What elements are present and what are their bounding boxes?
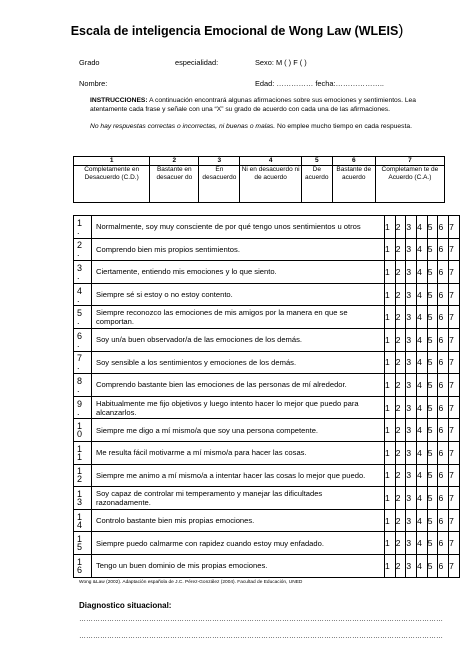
response-option[interactable]: 1 (385, 374, 396, 397)
response-option[interactable]: 3 (406, 532, 417, 555)
item-number (74, 351, 92, 374)
questionnaire-table (73, 215, 460, 578)
item-number-bottom: . (77, 406, 80, 417)
item-number (74, 487, 92, 510)
response-option[interactable]: 1 (385, 238, 396, 261)
response-option[interactable]: 7 (449, 216, 460, 239)
response-option[interactable]: 4 (417, 283, 428, 306)
nombre-label: Nombre: (79, 79, 108, 88)
response-option[interactable]: 5 (427, 306, 438, 329)
response-option[interactable]: 4 (417, 532, 428, 555)
response-option[interactable]: 6 (438, 419, 449, 442)
item-number-bottom: 5 (77, 542, 83, 553)
response-option[interactable]: 6 (438, 216, 449, 239)
response-option[interactable]: 1 (385, 328, 396, 351)
item-number-bottom: . (77, 248, 80, 259)
citation: Wong &Law (2002). Adaptación española de J.C. Pérez-González (2004). Facultad de Educación, UNED (79, 580, 303, 585)
response-option[interactable]: 7 (449, 532, 460, 555)
response-option[interactable]: 2 (395, 464, 406, 487)
item-statement: Normalmente, soy muy consciente de por qué tengo unos sentimientos u otros (92, 216, 377, 239)
response-option[interactable]: 7 (449, 306, 460, 329)
response-option[interactable]: 6 (438, 532, 449, 555)
response-option[interactable]: 2 (395, 396, 406, 419)
response-option[interactable]: 1 (385, 419, 396, 442)
response-option[interactable]: 1 (385, 283, 396, 306)
scale-description: Bastante en desacuer do (150, 166, 199, 203)
item-number (74, 261, 92, 284)
item-number (74, 554, 92, 577)
response-option[interactable]: 3 (406, 306, 417, 329)
response-option[interactable]: 2 (395, 261, 406, 284)
response-option[interactable]: 7 (449, 238, 460, 261)
item-number (74, 396, 92, 419)
scale-description: Ni en desacuerdo ni de acuerdo (240, 166, 302, 203)
table-row (74, 396, 460, 419)
response-option[interactable]: 1 (385, 487, 396, 510)
response-option[interactable]: 4 (417, 374, 428, 397)
scale-number: 7 (375, 157, 444, 166)
item-statement: Tengo un buen dominio de mis propias emociones. (92, 554, 377, 577)
scale-number: 5 (301, 157, 332, 166)
scale-description: Completamente en Desacuerdo (C.D.) (74, 166, 150, 203)
response-option[interactable]: 3 (406, 283, 417, 306)
scale-number: 1 (74, 157, 150, 166)
response-option[interactable]: 6 (438, 261, 449, 284)
response-option[interactable]: 2 (395, 306, 406, 329)
item-statement: Comprendo bastante bien las emociones de las personas de mí alrededor. (92, 374, 377, 397)
item-statement: Me resulta fácil motivarme a mí mismo/a para hacer las cosas. (92, 441, 377, 464)
sexo-label: Sexo: M ( ) F ( ) (255, 58, 307, 67)
response-option[interactable]: 7 (449, 419, 460, 442)
especialidad-label: especialidad: (175, 58, 219, 67)
response-option[interactable]: 3 (406, 238, 417, 261)
response-option[interactable]: 1 (385, 396, 396, 419)
response-option[interactable]: 7 (449, 351, 460, 374)
item-number-bottom: 0 (77, 429, 83, 440)
item-number-top: 1 (77, 421, 83, 432)
item-gap (376, 328, 385, 351)
item-gap (376, 283, 385, 306)
table-row (74, 419, 460, 442)
response-option[interactable]: 2 (395, 216, 406, 239)
response-option[interactable]: 2 (395, 238, 406, 261)
response-option[interactable]: 3 (406, 509, 417, 532)
item-gap (376, 554, 385, 577)
response-option[interactable]: 4 (417, 441, 428, 464)
grado-label: Grado (79, 58, 100, 67)
response-option[interactable]: 3 (406, 261, 417, 284)
response-option[interactable]: 4 (417, 261, 428, 284)
item-gap (376, 441, 385, 464)
response-option[interactable]: 7 (449, 487, 460, 510)
item-gap (376, 374, 385, 397)
item-number (74, 419, 92, 442)
response-option[interactable]: 2 (395, 328, 406, 351)
response-option[interactable]: 2 (395, 554, 406, 577)
item-number-top: 1 (77, 511, 83, 522)
response-option[interactable]: 5 (427, 509, 438, 532)
item-statement: Soy sensible a los sentimientos y emociones de los demás. (92, 351, 377, 374)
response-option[interactable]: 4 (417, 216, 428, 239)
response-option[interactable]: 7 (449, 464, 460, 487)
answer-line-2[interactable]: ………………………………………………………………………………………………………………………………………… (79, 633, 443, 640)
item-number-bottom: . (77, 225, 80, 236)
response-option[interactable]: 1 (385, 351, 396, 374)
item-number-top: 8 (77, 375, 83, 386)
item-number (74, 328, 92, 351)
item-gap (376, 396, 385, 419)
instructions (90, 96, 440, 114)
table-row (74, 532, 460, 555)
item-number-bottom: . (77, 338, 80, 349)
response-option[interactable]: 6 (438, 238, 449, 261)
item-statement: Soy capaz de controlar mi temperamento y manejar las dificultades razonadamente. (92, 487, 377, 510)
item-number-bottom: . (77, 316, 80, 327)
response-option[interactable]: 5 (427, 238, 438, 261)
response-option[interactable]: 6 (438, 509, 449, 532)
response-option[interactable]: 7 (449, 441, 460, 464)
answer-line-1[interactable]: ………………………………………………………………………………………………………………………………………… (79, 616, 443, 623)
instructions-italic: No hay respuestas correctas o incorrectas, ni buenas o malas. (90, 123, 276, 130)
item-gap (376, 487, 385, 510)
response-option[interactable]: 7 (449, 396, 460, 419)
item-number (74, 238, 92, 261)
response-option[interactable]: 1 (385, 306, 396, 329)
item-number-top: 9 (77, 398, 83, 409)
item-statement: Soy un/a buen observador/a de las emociones de los demás. (92, 328, 377, 351)
scale-description: Completamen te de Acuerdo (C.A.) (375, 166, 444, 203)
response-option[interactable]: 6 (438, 441, 449, 464)
item-gap (376, 306, 385, 329)
item-number-bottom: 6 (77, 564, 83, 575)
page-title: Escala de inteligencia Emocional de Wong Law (WLEIS) (70, 22, 404, 39)
response-option[interactable]: 7 (449, 374, 460, 397)
table-row (74, 554, 460, 577)
table-row (74, 509, 460, 532)
item-number-bottom: . (77, 293, 80, 304)
response-option[interactable]: 4 (417, 238, 428, 261)
item-number (74, 532, 92, 555)
item-number-top: 1 (77, 534, 83, 545)
table-row (74, 374, 460, 397)
item-number-top: 3 (77, 262, 83, 273)
response-option[interactable]: 5 (427, 464, 438, 487)
diagnostico-heading: Diagnostico situacional: (79, 601, 172, 610)
response-option[interactable]: 2 (395, 419, 406, 442)
item-gap (376, 419, 385, 442)
scale-description: De acuerdo (301, 166, 332, 203)
item-number (74, 306, 92, 329)
response-option[interactable]: 7 (449, 328, 460, 351)
item-number-top: 6 (77, 330, 83, 341)
response-option[interactable]: 6 (438, 464, 449, 487)
response-option[interactable]: 3 (406, 464, 417, 487)
item-number-top: 1 (77, 443, 83, 454)
item-number-top: 1 (77, 217, 83, 228)
response-option[interactable]: 5 (427, 487, 438, 510)
item-number-bottom: 3 (77, 496, 83, 507)
scale-number: 6 (332, 157, 375, 166)
response-option[interactable]: 1 (385, 464, 396, 487)
item-gap (376, 351, 385, 374)
response-option[interactable]: 4 (417, 509, 428, 532)
item-number-bottom: 2 (77, 474, 83, 485)
response-scale-legend (73, 156, 445, 203)
table-row (74, 238, 460, 261)
response-option[interactable]: 7 (449, 261, 460, 284)
item-number-top: 1 (77, 466, 83, 477)
response-option[interactable]: 5 (427, 554, 438, 577)
item-gap (376, 464, 385, 487)
item-number-top: 1 (77, 556, 83, 567)
response-option[interactable]: 3 (406, 419, 417, 442)
item-number-top: 5 (77, 308, 83, 319)
response-option[interactable]: 3 (406, 328, 417, 351)
response-option[interactable]: 1 (385, 554, 396, 577)
scale-description: Bastante de acuerdo (332, 166, 375, 203)
table-row (74, 306, 460, 329)
item-number (74, 283, 92, 306)
response-option[interactable]: 3 (406, 487, 417, 510)
response-option[interactable]: 1 (385, 509, 396, 532)
response-option[interactable]: 5 (427, 351, 438, 374)
item-number-top: 4 (77, 285, 83, 296)
response-option[interactable]: 2 (395, 283, 406, 306)
response-option[interactable]: 6 (438, 374, 449, 397)
item-statement: Siempre sé si estoy o no estoy contento. (92, 283, 377, 306)
item-number-bottom: . (77, 361, 80, 372)
item-number-top: 7 (77, 353, 83, 364)
response-option[interactable]: 4 (417, 554, 428, 577)
response-option[interactable]: 2 (395, 487, 406, 510)
item-statement: Siempre reconozco las emociones de mis amigos por la manera en que se comportan. (92, 306, 377, 329)
response-option[interactable]: 6 (438, 351, 449, 374)
response-option[interactable]: 3 (406, 216, 417, 239)
scale-number: 3 (199, 157, 240, 166)
response-option[interactable]: 6 (438, 487, 449, 510)
response-option[interactable]: 6 (438, 554, 449, 577)
response-option[interactable]: 6 (438, 283, 449, 306)
item-number-bottom: 4 (77, 519, 83, 530)
response-option[interactable]: 1 (385, 441, 396, 464)
table-row (74, 487, 460, 510)
response-option[interactable]: 4 (417, 306, 428, 329)
response-option[interactable]: 3 (406, 554, 417, 577)
item-statement: Siempre puedo calmarme con rapidez cuando estoy muy enfadado. (92, 532, 377, 555)
response-option[interactable]: 6 (438, 396, 449, 419)
response-option[interactable]: 3 (406, 396, 417, 419)
response-option[interactable]: 5 (427, 396, 438, 419)
response-option[interactable]: 2 (395, 441, 406, 464)
response-option[interactable]: 2 (395, 374, 406, 397)
scale-number: 4 (240, 157, 302, 166)
table-row (74, 261, 460, 284)
response-option[interactable]: 5 (427, 441, 438, 464)
response-option[interactable]: 5 (427, 261, 438, 284)
table-row (74, 351, 460, 374)
item-number (74, 509, 92, 532)
table-row (74, 283, 460, 306)
response-option[interactable]: 7 (449, 554, 460, 577)
response-option[interactable]: 4 (417, 464, 428, 487)
instructions-time: No emplee mucho tiempo en cada respuesta. (275, 123, 412, 130)
item-gap (376, 238, 385, 261)
item-statement: Comprendo bien mis propios sentimientos. (92, 238, 377, 261)
response-option[interactable]: 5 (427, 374, 438, 397)
response-option[interactable]: 2 (395, 509, 406, 532)
item-number-bottom: . (77, 383, 80, 394)
scale-number: 2 (150, 157, 199, 166)
response-option[interactable]: 3 (406, 441, 417, 464)
response-option[interactable]: 1 (385, 532, 396, 555)
item-statement: Ciertamente, entiendo mis emociones y lo que siento. (92, 261, 377, 284)
item-statement: Siempre me animo a mí mismo/a a intentar hacer las cosas lo mejor que puedo. (92, 464, 377, 487)
item-number-bottom: . (77, 270, 80, 281)
response-option[interactable]: 5 (427, 532, 438, 555)
response-option[interactable]: 4 (417, 328, 428, 351)
response-option[interactable]: 4 (417, 396, 428, 419)
item-gap (376, 216, 385, 239)
response-option[interactable]: 5 (427, 216, 438, 239)
instructions-label: INSTRUCCIONES: (90, 97, 148, 104)
scale-description: En desacuerdo (199, 166, 240, 203)
item-number-bottom: 1 (77, 451, 83, 462)
table-row (74, 328, 460, 351)
response-option[interactable]: 4 (417, 419, 428, 442)
item-gap (376, 261, 385, 284)
edad-fecha-label: Edad: …………… fecha:……………….. (255, 79, 384, 88)
response-option[interactable]: 5 (427, 283, 438, 306)
response-option[interactable]: 4 (417, 487, 428, 510)
response-option[interactable]: 1 (385, 216, 396, 239)
instructions-note (90, 122, 440, 131)
table-row (74, 216, 460, 239)
item-number (74, 441, 92, 464)
response-option[interactable]: 6 (438, 328, 449, 351)
response-option[interactable]: 5 (427, 419, 438, 442)
item-number-top: 1 (77, 488, 83, 499)
response-option[interactable]: 5 (427, 328, 438, 351)
response-option[interactable]: 6 (438, 306, 449, 329)
response-option[interactable]: 3 (406, 374, 417, 397)
item-statement: Siempre me digo a mí mismo/a que soy una persona competente. (92, 419, 377, 442)
item-gap (376, 509, 385, 532)
item-number (74, 216, 92, 239)
response-option[interactable]: 7 (449, 509, 460, 532)
response-option[interactable]: 4 (417, 351, 428, 374)
response-option[interactable]: 2 (395, 532, 406, 555)
item-number-top: 2 (77, 240, 83, 251)
table-row (74, 464, 460, 487)
instructions-text: A continuación encontrará algunas afirmaciones sobre sus emociones y sentimientos. Lea atentamente cada frase y señale con una “X” su grado de acuerdo con cada una de las afirmaciones. (90, 97, 416, 113)
item-number (74, 464, 92, 487)
response-option[interactable]: 1 (385, 261, 396, 284)
item-statement: Habitualmente me fijo objetivos y luego intento hacer lo mejor que puedo para alcanzarlos. (92, 396, 377, 419)
response-option[interactable]: 3 (406, 351, 417, 374)
item-gap (376, 532, 385, 555)
response-option[interactable]: 2 (395, 351, 406, 374)
table-row (74, 441, 460, 464)
item-statement: Controlo bastante bien mis propias emociones. (92, 509, 377, 532)
response-option[interactable]: 7 (449, 283, 460, 306)
item-number (74, 374, 92, 397)
